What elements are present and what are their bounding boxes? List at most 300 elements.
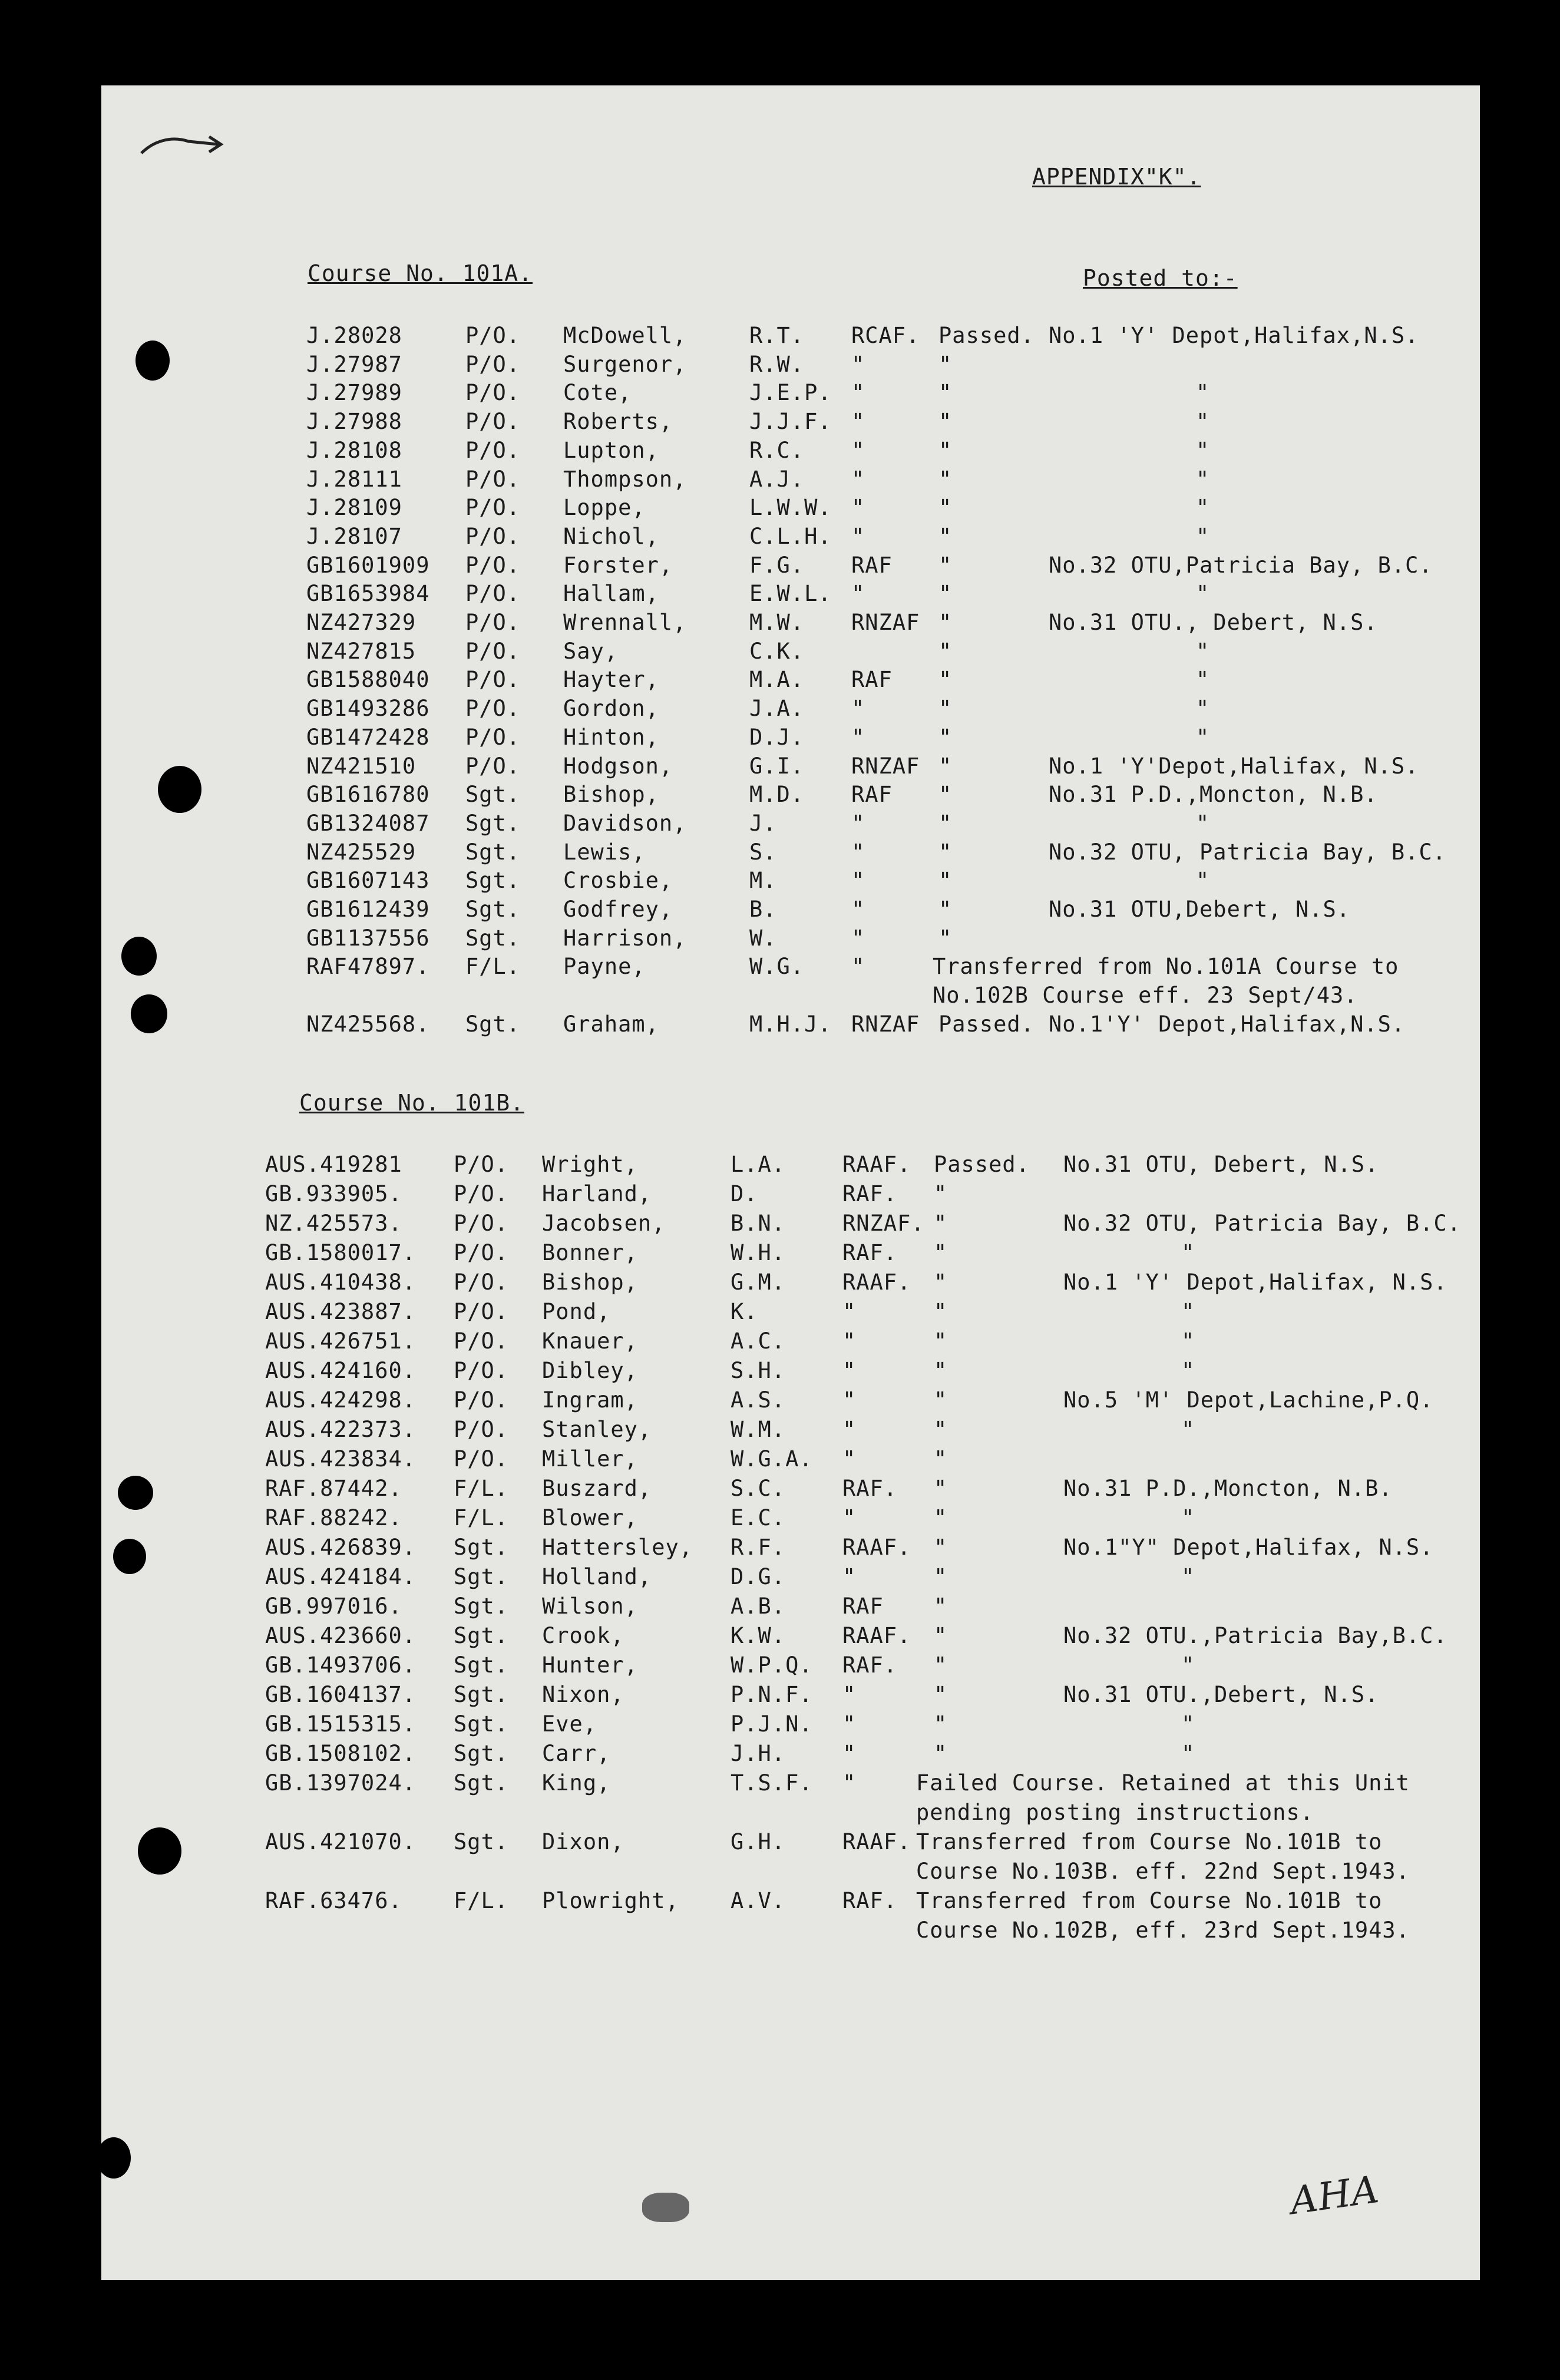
air-force: " — [851, 523, 865, 549]
service-number: J.28109 — [306, 495, 402, 521]
rank: Sgt. — [454, 1535, 509, 1560]
status: " — [934, 1446, 948, 1472]
rank: Sgt. — [465, 1011, 521, 1037]
service-number: RAF47897. — [306, 954, 430, 980]
surname: Holland, — [542, 1564, 652, 1589]
rank: P/O. — [465, 323, 521, 348]
initials: J.H. — [731, 1741, 786, 1766]
air-force: " — [842, 1564, 857, 1589]
service-number: RAF.87442. — [265, 1476, 402, 1501]
status: " — [938, 610, 953, 635]
rank: P/O. — [454, 1446, 509, 1472]
status: " — [938, 495, 953, 521]
initials: P.J.N. — [731, 1711, 813, 1737]
posted-to: " — [1196, 380, 1210, 406]
service-number: J.27989 — [306, 380, 402, 406]
section-title-101b: Course No. 101B. — [299, 1090, 525, 1116]
initials: A.B. — [731, 1594, 786, 1619]
rank: F/L. — [454, 1476, 509, 1501]
posted-to: " — [1196, 581, 1210, 607]
surname: Thompson, — [563, 466, 687, 492]
initials: M.W. — [749, 610, 805, 635]
air-force: RAF. — [842, 1476, 898, 1501]
air-force: RAAF. — [842, 1623, 911, 1648]
surname: Graham, — [563, 1011, 659, 1037]
air-force: " — [842, 1446, 857, 1472]
air-force: RAF — [851, 667, 893, 693]
rank: Sgt. — [454, 1623, 509, 1648]
air-force: " — [842, 1711, 857, 1737]
signature-initials: AHA — [1287, 2167, 1382, 2224]
surname: Payne, — [563, 954, 646, 980]
posted-to: " — [1181, 1652, 1195, 1678]
service-number: AUS.426839. — [265, 1535, 417, 1560]
rank: P/O. — [465, 696, 521, 722]
surname: Eve, — [542, 1711, 597, 1737]
posted-to: " — [1181, 1564, 1195, 1589]
initials: C.K. — [749, 638, 805, 664]
air-force: " — [842, 1770, 857, 1796]
posted-to: No.32 OTU, Patricia Bay, B.C. — [1063, 1211, 1462, 1236]
posted-to: No.31 P.D.,Moncton, N.B. — [1063, 1476, 1393, 1501]
initials: D.G. — [731, 1564, 786, 1589]
initials: G.M. — [731, 1270, 786, 1295]
rank: P/O. — [454, 1299, 509, 1324]
surname: Nixon, — [542, 1682, 624, 1707]
posted-to: " — [1181, 1299, 1195, 1324]
surname: Hallam, — [563, 581, 659, 607]
rank: Sgt. — [454, 1829, 509, 1855]
service-number: AUS.423660. — [265, 1623, 417, 1648]
posted-to: " — [1196, 810, 1210, 836]
initials: G.H. — [731, 1829, 786, 1855]
air-force: RAAF. — [842, 1152, 911, 1177]
rank: P/O. — [454, 1152, 509, 1177]
surname: Pond, — [542, 1299, 611, 1324]
initials: B.N. — [731, 1211, 786, 1236]
air-force: RAAF. — [842, 1270, 911, 1295]
posted-to: No.32 OTU,Patricia Bay, B.C. — [1049, 552, 1433, 578]
surname: Godfrey, — [563, 897, 673, 922]
air-force: " — [851, 839, 865, 865]
air-force: " — [842, 1328, 857, 1354]
air-force: " — [851, 380, 865, 406]
service-number: AUS.423834. — [265, 1446, 417, 1472]
posted-to: " — [1196, 409, 1210, 435]
initials: T.S.F. — [731, 1770, 813, 1796]
air-force: " — [851, 954, 865, 980]
service-number: AUS.421070. — [265, 1829, 417, 1855]
service-number: NZ421510 — [306, 753, 417, 779]
status: " — [938, 925, 953, 951]
initials: J.E.P. — [749, 380, 832, 406]
air-force: " — [842, 1358, 857, 1383]
service-number: J.28107 — [306, 523, 402, 549]
posted-to: Transferred from No.101A Course to — [933, 954, 1399, 980]
status: " — [938, 437, 953, 463]
surname: Buszard, — [542, 1476, 652, 1501]
surname: Knauer, — [542, 1328, 638, 1354]
initials: S. — [749, 839, 777, 865]
posted-to: No.1 'Y' Depot,Halifax,N.S. — [1049, 323, 1419, 348]
surname: Dibley, — [542, 1358, 638, 1383]
status: " — [938, 523, 953, 549]
rank: Sgt. — [454, 1652, 509, 1678]
surname: Stanley, — [542, 1417, 652, 1442]
initials: K.W. — [731, 1623, 786, 1648]
service-number: GB1324087 — [306, 810, 430, 836]
service-number: GB.1397024. — [265, 1770, 417, 1796]
rank: F/L. — [454, 1888, 509, 1913]
rank: Sgt. — [454, 1682, 509, 1707]
rank: P/O. — [465, 523, 521, 549]
rank: P/O. — [454, 1358, 509, 1383]
status: " — [934, 1505, 948, 1531]
surname: Carr, — [542, 1741, 611, 1766]
air-force: RAF — [851, 552, 893, 578]
air-force: RAF. — [842, 1240, 898, 1265]
rank: Sgt. — [465, 810, 521, 836]
status: Passed. — [938, 1011, 1035, 1037]
air-force: RAF. — [842, 1652, 898, 1678]
service-number: J.27988 — [306, 409, 402, 435]
initials: P.N.F. — [731, 1682, 813, 1707]
posted-to: No.31 OTU., Debert, N.S. — [1049, 610, 1378, 635]
surname: Gordon, — [563, 696, 659, 722]
air-force: RAF. — [842, 1888, 898, 1913]
service-number: AUS.419281 — [265, 1152, 402, 1177]
posted-to: " — [1196, 523, 1210, 549]
surname: McDowell, — [563, 323, 687, 348]
status: " — [938, 724, 953, 750]
rank: P/O. — [465, 610, 521, 635]
rank: P/O. — [454, 1270, 509, 1295]
air-force: RNZAF. — [842, 1211, 925, 1236]
air-force: " — [842, 1299, 857, 1324]
service-number: GB.1580017. — [265, 1240, 417, 1265]
posted-to: " — [1196, 466, 1210, 492]
service-number: RAF.63476. — [265, 1888, 402, 1913]
status: " — [934, 1211, 948, 1236]
air-force: " — [851, 466, 865, 492]
status: " — [934, 1623, 948, 1648]
air-force: RNZAF — [851, 1011, 920, 1037]
posted-to: No.1'Y' Depot,Halifax,N.S. — [1049, 1011, 1406, 1037]
initials: J.A. — [749, 696, 805, 722]
service-number: AUS.422373. — [265, 1417, 417, 1442]
service-number: GB1493286 — [306, 696, 430, 722]
service-number: GB1601909 — [306, 552, 430, 578]
status: " — [938, 552, 953, 578]
status: Passed. — [938, 323, 1035, 348]
initials: F.G. — [749, 552, 805, 578]
status: " — [934, 1387, 948, 1413]
status: " — [938, 753, 953, 779]
service-number: J.28028 — [306, 323, 402, 348]
surname: Lupton, — [563, 437, 659, 463]
posted-to: No.1 'Y' Depot,Halifax, N.S. — [1063, 1270, 1447, 1295]
surname: Wright, — [542, 1152, 638, 1177]
rank: P/O. — [465, 466, 521, 492]
posted-to: No.31 OTU,Debert, N.S. — [1049, 897, 1351, 922]
rank: Sgt. — [454, 1770, 509, 1796]
status: " — [934, 1270, 948, 1295]
surname: Harrison, — [563, 925, 687, 951]
air-force: RAAF. — [842, 1829, 911, 1855]
status: " — [938, 466, 953, 492]
air-force: " — [851, 495, 865, 521]
air-force: " — [851, 696, 865, 722]
initials: R.C. — [749, 437, 805, 463]
rank: P/O. — [465, 409, 521, 435]
rank: P/O. — [465, 753, 521, 779]
initials: A.V. — [731, 1888, 786, 1913]
initials: M.D. — [749, 782, 805, 808]
initials: A.J. — [749, 466, 805, 492]
posted-to: " — [1181, 1240, 1195, 1265]
rank: P/O. — [454, 1328, 509, 1354]
rank: Sgt. — [465, 868, 521, 894]
service-number: NZ425529 — [306, 839, 417, 865]
air-force: " — [842, 1387, 857, 1413]
status: " — [934, 1594, 948, 1619]
air-force: RNZAF — [851, 753, 920, 779]
initials: R.T. — [749, 323, 805, 348]
pencil-arrow-mark — [130, 118, 247, 171]
initials: A.C. — [731, 1328, 786, 1354]
status: " — [938, 839, 953, 865]
initials: W.H. — [731, 1240, 786, 1265]
service-number: J.27987 — [306, 351, 402, 377]
posted-to: Failed Course. Retained at this Unit — [916, 1770, 1410, 1796]
surname: Bishop, — [563, 782, 659, 808]
surname: Loppe, — [563, 495, 646, 521]
service-number: NZ.425573. — [265, 1211, 402, 1236]
service-number: GB1653984 — [306, 581, 430, 607]
punch-hole — [97, 2137, 131, 2179]
status: " — [934, 1564, 948, 1589]
status: " — [934, 1652, 948, 1678]
rank: Sgt. — [454, 1564, 509, 1589]
rank: P/O. — [465, 581, 521, 607]
service-number: GB.1604137. — [265, 1682, 417, 1707]
rank: P/O. — [465, 380, 521, 406]
initials: E.C. — [731, 1505, 786, 1531]
air-force: RNZAF — [851, 610, 920, 635]
rank: P/O. — [454, 1181, 509, 1206]
status: " — [938, 638, 953, 664]
posted-to: No.5 'M' Depot,Lachine,P.Q. — [1063, 1387, 1434, 1413]
posted-to-continued: pending posting instructions. — [916, 1800, 1314, 1825]
initials: R.F. — [731, 1535, 786, 1560]
initials: W. — [749, 925, 777, 951]
surname: Bonner, — [542, 1240, 638, 1265]
service-number: GB.1493706. — [265, 1652, 417, 1678]
posted-to: " — [1196, 638, 1210, 664]
rank: P/O. — [465, 495, 521, 521]
posted-to: No.1"Y" Depot,Halifax, N.S. — [1063, 1535, 1434, 1560]
service-number: GB1616780 — [306, 782, 430, 808]
rank: F/L. — [454, 1505, 509, 1531]
surname: Hodgson, — [563, 753, 673, 779]
punch-hole — [131, 994, 167, 1033]
service-number: NZ425568. — [306, 1011, 430, 1037]
surname: Blower, — [542, 1505, 638, 1531]
rank: P/O. — [454, 1387, 509, 1413]
initials: E.W.L. — [749, 581, 832, 607]
service-number: AUS.424160. — [265, 1358, 417, 1383]
status: " — [934, 1711, 948, 1737]
service-number: J.28111 — [306, 466, 402, 492]
rank: Sgt. — [465, 925, 521, 951]
ink-blot — [642, 2193, 689, 2222]
air-force: " — [842, 1741, 857, 1766]
service-number: GB.1515315. — [265, 1711, 417, 1737]
initials: M.A. — [749, 667, 805, 693]
surname: Wrennall, — [563, 610, 687, 635]
status: " — [934, 1417, 948, 1442]
rank: Sgt. — [465, 897, 521, 922]
surname: Dixon, — [542, 1829, 624, 1855]
service-number: GB1588040 — [306, 667, 430, 693]
appendix-label: APPENDIX"K". — [1032, 164, 1201, 190]
rank: F/L. — [465, 954, 521, 980]
service-number: GB1137556 — [306, 925, 430, 951]
posted-to: " — [1181, 1505, 1195, 1531]
rank: P/O. — [454, 1240, 509, 1265]
initials: W.G. — [749, 954, 805, 980]
initials: B. — [749, 897, 777, 922]
initials: D.J. — [749, 724, 805, 750]
surname: Hunter, — [542, 1652, 638, 1678]
initials: S.H. — [731, 1358, 786, 1383]
status: " — [938, 380, 953, 406]
surname: Crosbie, — [563, 868, 673, 894]
surname: Crook, — [542, 1623, 624, 1648]
service-number: AUS.423887. — [265, 1299, 417, 1324]
rank: Sgt. — [454, 1711, 509, 1737]
punch-hole — [135, 341, 170, 381]
posted-to: " — [1181, 1358, 1195, 1383]
service-number: AUS.426751. — [265, 1328, 417, 1354]
surname: Harland, — [542, 1181, 652, 1206]
air-force: RAF. — [842, 1181, 898, 1206]
air-force: " — [851, 581, 865, 607]
surname: Plowright, — [542, 1888, 679, 1913]
posted-to: " — [1196, 437, 1210, 463]
surname: Wilson, — [542, 1594, 638, 1619]
service-number: RAF.88242. — [265, 1505, 402, 1531]
punch-hole — [113, 1539, 146, 1574]
initials: M.H.J. — [749, 1011, 832, 1037]
posted-to: " — [1181, 1711, 1195, 1737]
initials: C.L.H. — [749, 523, 832, 549]
air-force: " — [851, 437, 865, 463]
posted-to: No.31 P.D.,Moncton, N.B. — [1049, 782, 1378, 808]
surname: Roberts, — [563, 409, 673, 435]
rank: P/O. — [465, 724, 521, 750]
rank: P/O. — [465, 638, 521, 664]
service-number: GB.933905. — [265, 1181, 402, 1206]
status: " — [934, 1328, 948, 1354]
air-force: RCAF. — [851, 323, 920, 348]
punch-hole — [121, 937, 157, 976]
service-number: NZ427329 — [306, 610, 417, 635]
surname: Bishop, — [542, 1270, 638, 1295]
service-number: GB1612439 — [306, 897, 430, 922]
surname: King, — [542, 1770, 611, 1796]
rank: P/O. — [465, 437, 521, 463]
surname: Hattersley, — [542, 1535, 693, 1560]
posted-to: " — [1196, 495, 1210, 521]
rank: Sgt. — [454, 1594, 509, 1619]
initials: W.G.A. — [731, 1446, 813, 1472]
initials: G.I. — [749, 753, 805, 779]
posted-to: No.1 'Y'Depot,Halifax, N.S. — [1049, 753, 1419, 779]
posted-to: " — [1196, 696, 1210, 722]
posted-to: " — [1196, 724, 1210, 750]
air-force: " — [851, 409, 865, 435]
air-force: RAAF. — [842, 1535, 911, 1560]
posted-to: Transferred from Course No.101B to — [916, 1829, 1383, 1855]
rank: P/O. — [465, 552, 521, 578]
surname: Miller, — [542, 1446, 638, 1472]
air-force: " — [842, 1417, 857, 1442]
status: " — [934, 1476, 948, 1501]
rank: Sgt. — [465, 782, 521, 808]
punch-hole — [118, 1476, 153, 1510]
surname: Ingram, — [542, 1387, 638, 1413]
posted-to: " — [1181, 1328, 1195, 1354]
service-number: GB1472428 — [306, 724, 430, 750]
air-force: " — [851, 897, 865, 922]
posted-to-continued: Course No.102B, eff. 23rd Sept.1943. — [916, 1918, 1410, 1943]
rank: P/O. — [465, 351, 521, 377]
rank: Sgt. — [465, 839, 521, 865]
status: " — [938, 696, 953, 722]
status: " — [934, 1682, 948, 1707]
initials: S.C. — [731, 1476, 786, 1501]
surname: Forster, — [563, 552, 673, 578]
posted-to: Transferred from Course No.101B to — [916, 1888, 1383, 1913]
posted-to: " — [1196, 868, 1210, 894]
status: " — [938, 409, 953, 435]
initials: W.M. — [731, 1417, 786, 1442]
initials: R.W. — [749, 351, 805, 377]
posted-to: No.32 OTU, Patricia Bay, B.C. — [1049, 839, 1447, 865]
service-number: J.28108 — [306, 437, 402, 463]
status: " — [938, 810, 953, 836]
air-force: RAF — [851, 782, 893, 808]
status: " — [934, 1181, 948, 1206]
surname: Surgenor, — [563, 351, 687, 377]
air-force: " — [851, 925, 865, 951]
service-number: GB.997016. — [265, 1594, 402, 1619]
posted-to: No.31 OTU, Debert, N.S. — [1063, 1152, 1379, 1177]
service-number: NZ427815 — [306, 638, 417, 664]
service-number: AUS.410438. — [265, 1270, 417, 1295]
status: " — [938, 782, 953, 808]
status: " — [938, 351, 953, 377]
initials: K. — [731, 1299, 758, 1324]
posted-to-continued: Course No.103B. eff. 22nd Sept.1943. — [916, 1859, 1410, 1884]
surname: Jacobsen, — [542, 1211, 666, 1236]
posted-to-heading: Posted to:- — [1083, 265, 1238, 291]
service-number: GB1607143 — [306, 868, 430, 894]
air-force: " — [842, 1682, 857, 1707]
air-force: " — [851, 351, 865, 377]
initials: J. — [749, 810, 777, 836]
